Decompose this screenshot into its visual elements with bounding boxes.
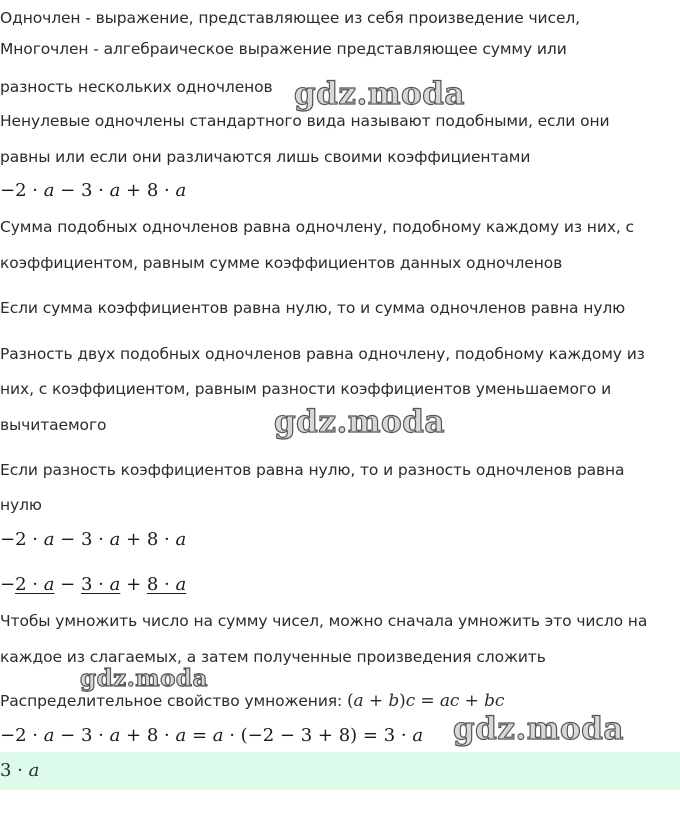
- watermark-logo: gdz.moda: [294, 76, 465, 112]
- watermark-logo: gdz.moda: [453, 711, 624, 747]
- text-line: Многочлен - алгебраическое выражение представляющее сумму или: [0, 40, 567, 58]
- answer-value: 3 · a: [0, 760, 40, 781]
- text-line: Чтобы умножить число на сумму чисел, можно сначала умножить это число на: [0, 612, 648, 630]
- watermark-logo: gdz.moda: [80, 665, 208, 692]
- text-line: разность нескольких одночленов: [0, 78, 273, 96]
- text-line: Ненулевые одночлены стандартного вида называют подобными, если они: [0, 112, 610, 130]
- text-line: них, с коэффициентом, равным разности коэффициентов уменьшаемого и: [0, 380, 612, 398]
- math-expression: −2 · a − 3 · a + 8 · a: [0, 529, 187, 550]
- text-line: коэффициентом, равным сумме коэффициентов данных одночленов: [0, 254, 563, 272]
- text-line: Если разность коэффициентов равна нулю, то и разность одночленов равна: [0, 461, 625, 479]
- text-line: каждое из слагаемых, а затем полученные произведения сложить: [0, 648, 546, 666]
- text-line: [0, 690, 680, 712]
- text-line: равны или если они различаются лишь своими коэффициентами: [0, 148, 531, 166]
- text-line: Если сумма коэффициентов равна нулю, то и сумма одночленов равна нулю: [0, 299, 626, 317]
- math-expression: −2 · a − 3 · a + 8 · a = a · (−2 − 3 + 8) = 3 · a: [0, 725, 424, 746]
- text-line: нулю: [0, 496, 42, 514]
- math-expression: −2 · a − 3 · a + 8 · a: [0, 180, 187, 201]
- text-line: Разность двух подобных одночленов равна одночлену, подобному каждому из: [0, 345, 645, 363]
- distributive-label: Распределительное свойство умножения:: [0, 692, 343, 710]
- text-line: Одночлен - выражение, представляющее из себя произведение чисел,: [0, 9, 581, 27]
- watermark-logo: gdz.moda: [274, 404, 445, 440]
- text-line: Сумма подобных одночленов равна одночлену, подобному каждому из них, с: [0, 218, 634, 236]
- math-expression-underlined: −2 · a − 3 · a + 8 · a: [0, 574, 187, 595]
- answer-box: [0, 752, 680, 790]
- distributive-formula: (a + b)c = ac + bc: [346, 691, 505, 711]
- text-line: вычитаемого: [0, 416, 107, 434]
